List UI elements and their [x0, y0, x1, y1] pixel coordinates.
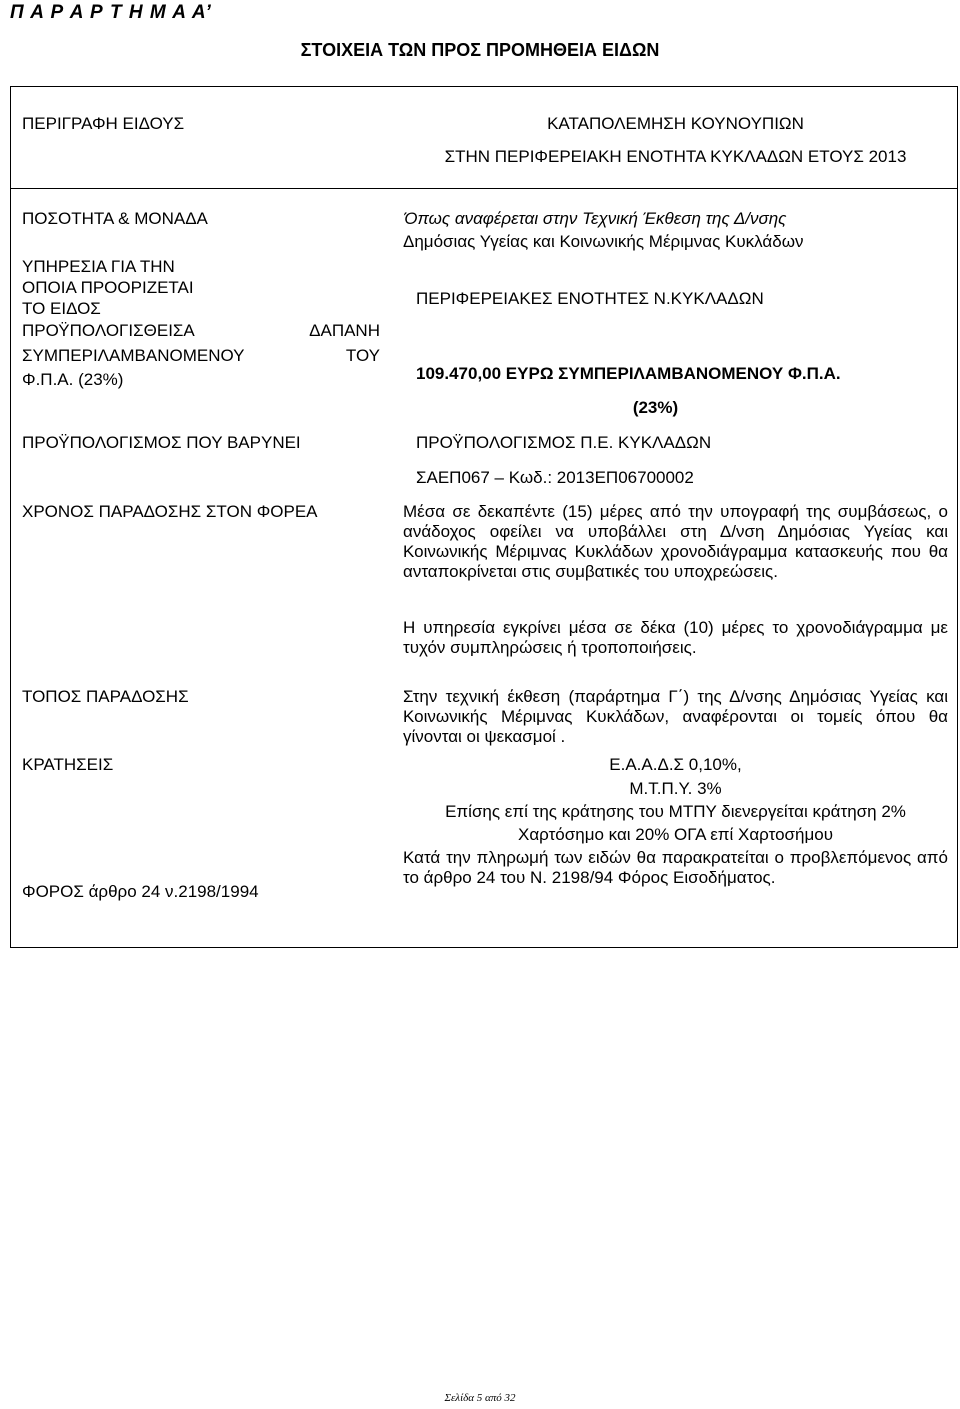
label-budget-line2	[22, 346, 380, 366]
value-service: ΠΕΡΙΦΕΡΕΙΑΚΕΣ ΕΝΟΤΗΤΕΣ Ν.ΚΥΚΛΑΔΩΝ	[416, 289, 764, 308]
label-budget-line2-left: ΣΥΜΠΕΡΙΛΑΜΒΑΝΟΜΕΝΟΥ	[22, 346, 245, 365]
label-budget-line1-right: ΔΑΠΑΝΗ	[309, 321, 380, 340]
value-delivery-place: Στην τεχνική έκθεση (παράρτημα Γ΄) της Δ/νσης Δημόσιας Υγείας και Κοινωνικής Μέριμνας Κυκλάδων, αναφέρονται οι τομείς όπου θα γίνονται οι ψεκασμοί .	[403, 687, 948, 746]
value-quantity-line2: Δημόσιας Υγείας και Κοινωνικής Μέριμνας Κυκλάδων	[403, 232, 804, 251]
label-charged-budget: ΠΡΟΫΠΟΛΟΓΙΣΜΟΣ ΠΟΥ ΒΑΡΥΝΕΙ	[22, 433, 301, 452]
page-number: Σελίδα 5 από 32	[444, 1392, 516, 1404]
label-delivery-place: ΤΟΠΟΣ ΠΑΡΑΔΟΣΗΣ	[22, 687, 189, 706]
label-deductions: ΚΡΑΤΗΣΕΙΣ	[22, 755, 114, 774]
value-charged-budget-line2: ΣΑΕΠ067 – Κωδ.: 2013ΕΠ06700002	[416, 468, 694, 487]
label-budget-line2-right: ΤΟΥ	[345, 346, 380, 365]
label-delivery-time: ΧΡΟΝΟΣ ΠΑΡΑΔΟΣΗΣ ΣΤΟΝ ΦΟΡΕΑ	[22, 502, 318, 521]
label-service-line3: ΤΟ ΕΙΔΟΣ	[22, 299, 101, 318]
value-quantity-line1: Όπως αναφέρεται στην Τεχνική Έκθεση της Δ/νσης	[404, 209, 787, 228]
label-tax: ΦΟΡΟΣ άρθρο 24 ν.2198/1994	[22, 882, 259, 901]
label-quantity: ΠΟΣΟΤΗΤΑ & ΜΟΝΑΔΑ	[22, 209, 208, 228]
label-budget-line1	[22, 321, 380, 341]
value-delivery-time-p1: Μέσα σε δεκαπέντε (15) μέρες από την υπογραφή της συμβάσεως, ο ανάδοχος οφείλει να υποβάλλει στη Δ/νση Δημόσιας Υγείας και Κοινωνικής Μέριμνας Κυκλάδων χρονοδιάγραμμα κατασκευής που θα ανταποκρίνεται στις συμβατικές του υποχρεώσεις.	[403, 502, 948, 581]
label-service-line1: ΥΠΗΡΕΣΙΑ ΓΙΑ ΤΗΝ	[22, 257, 175, 276]
value-tax: Κατά την πληρωμή των ειδών θα παρακρατείται ο προβλεπόμενος από το άρθρο 24 του Ν. 2198/94 Φόρος Εισοδήματος.	[403, 848, 948, 887]
value-description-line2: ΣΤΗΝ ΠΕΡΙΦΕΡΕΙΑΚΗ ΕΝΟΤΗΤΑ ΚΥΚΛΑΔΩΝ ΕΤΟΥΣ 2013	[444, 147, 907, 166]
value-deductions-line4: Χαρτόσημο και 20% ΟΓΑ επί Χαρτοσήμου	[517, 825, 834, 844]
table-divider	[10, 188, 958, 189]
label-budget-line3: Φ.Π.Α. (23%)	[22, 370, 124, 389]
label-budget-line1-left: ΠΡΟΫΠΟΛΟΓΙΣΘΕΙΣΑ	[22, 321, 195, 340]
value-budget-line2: (23%)	[632, 398, 679, 417]
value-deductions-line1: Ε.Α.Α.Δ.Σ 0,10%,	[609, 755, 742, 774]
value-description-line1: ΚΑΤΑΠΟΛΕΜΗΣΗ ΚΟΥΝΟΥΠΙΩΝ	[547, 114, 804, 133]
appendix-heading: Π Α Ρ Α Ρ Τ Η Μ Α Α’	[10, 2, 212, 23]
value-deductions-line2: Μ.Τ.Π.Υ. 3%	[629, 779, 722, 798]
label-service-line2: ΟΠΟΙΑ ΠΡΟΟΡΙΖΕΤΑΙ	[22, 278, 194, 297]
label-description: ΠΕΡΙΓΡΑΦΗ ΕΙΔΟΥΣ	[22, 114, 185, 133]
value-delivery-time-p2: Η υπηρεσία εγκρίνει μέσα σε δέκα (10) μέρες το χρονοδιάγραμμα με τυχόν συμπληρώσεις ή τροποποιήσεις.	[403, 618, 948, 657]
value-deductions-line3: Επίσης επί της κράτησης του ΜΤΠΥ διενεργείται κράτηση 2%	[445, 802, 906, 821]
value-budget-line1: 109.470,00 ΕΥΡΩ ΣΥΜΠΕΡΙΛΑΜΒΑΝΟΜΕΝΟΥ Φ.Π.Α.	[416, 364, 841, 383]
document-title: ΣΤΟΙΧΕΙΑ ΤΩΝ ΠΡΟΣ ΠΡΟΜΗΘΕΙΑ ΕΙΔΩΝ	[300, 40, 660, 60]
value-charged-budget-line1: ΠΡΟΫΠΟΛΟΓΙΣΜΟΣ Π.Ε. ΚΥΚΛΑΔΩΝ	[416, 433, 712, 452]
